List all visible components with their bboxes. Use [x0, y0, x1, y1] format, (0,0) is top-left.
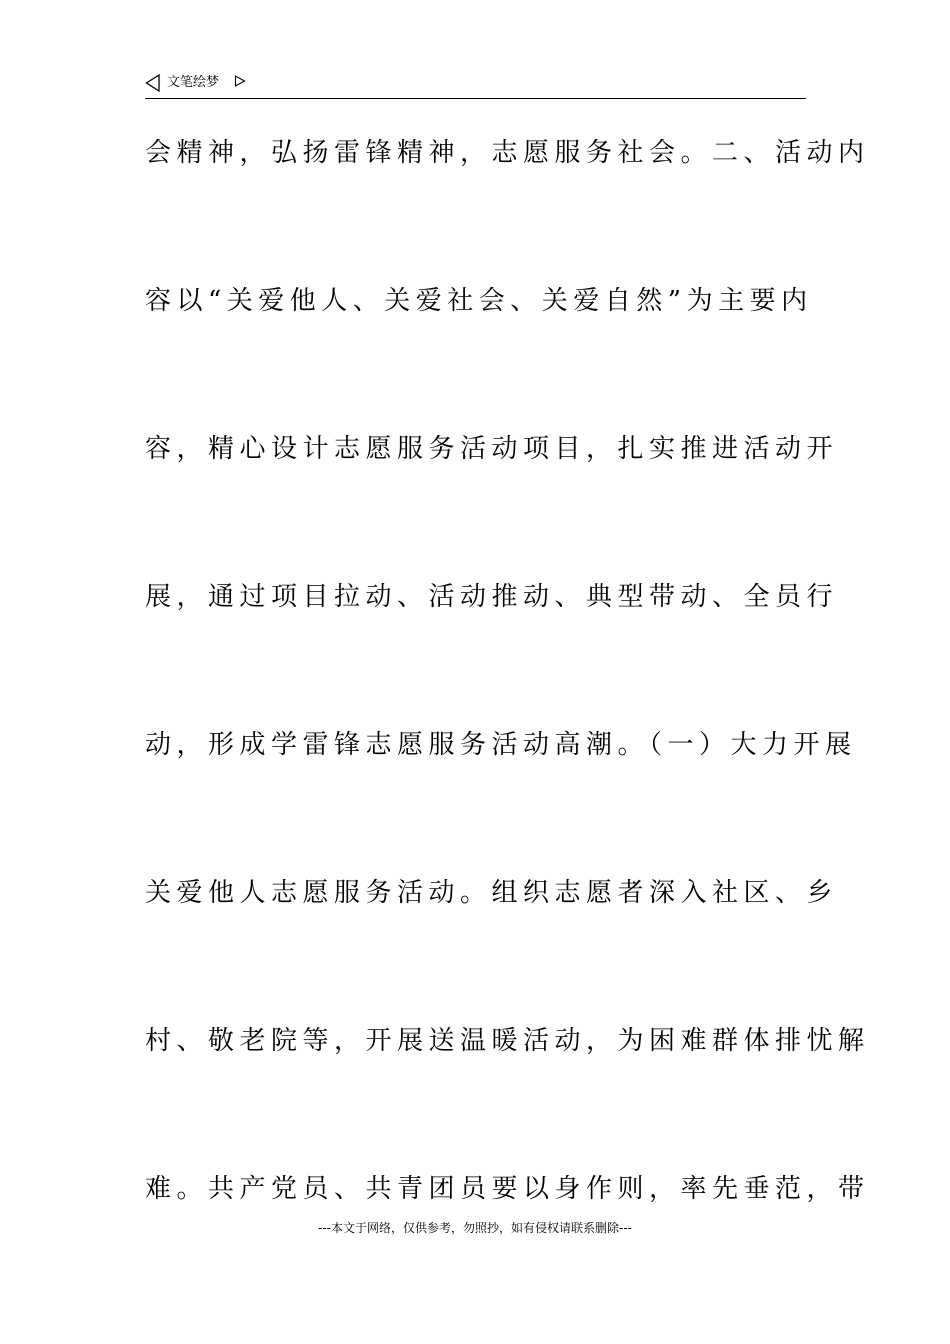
body-line: 容，精心设计志愿服务活动项目，扎实推进活动开: [145, 434, 839, 464]
body-line: 关爱他人志愿服务活动。组织志愿者深入社区、乡: [145, 878, 839, 908]
body-line: 难。共产党员、共青团员要以身作则，率先垂范，带: [145, 1174, 870, 1204]
document-body: [145, 128, 870, 1312]
body-line: 动，形成学雷锋志愿服务活动高潮。（一）大力开展: [145, 730, 857, 760]
body-line: 展，通过项目拉动、活动推动、典型带动、全员行: [145, 582, 839, 612]
triangle-right-outline-icon: [234, 75, 246, 87]
header-title: 文笔绘梦: [167, 75, 220, 90]
triangle-left-outline-icon: [145, 74, 161, 92]
page-header: [145, 72, 806, 99]
body-line: 容以“关爱他人、关爱社会、关爱自然”为主要内: [145, 286, 813, 316]
page-footer: ---本文于网络，仅供参考，勿照抄，如有侵权请联系删除---: [318, 1221, 632, 1235]
body-line: 会精神，弘扬雷锋精神，志愿服务社会。二、活动内: [145, 138, 870, 168]
body-line: 村、敬老院等，开展送温暖活动，为困难群体排忧解: [145, 1026, 870, 1056]
